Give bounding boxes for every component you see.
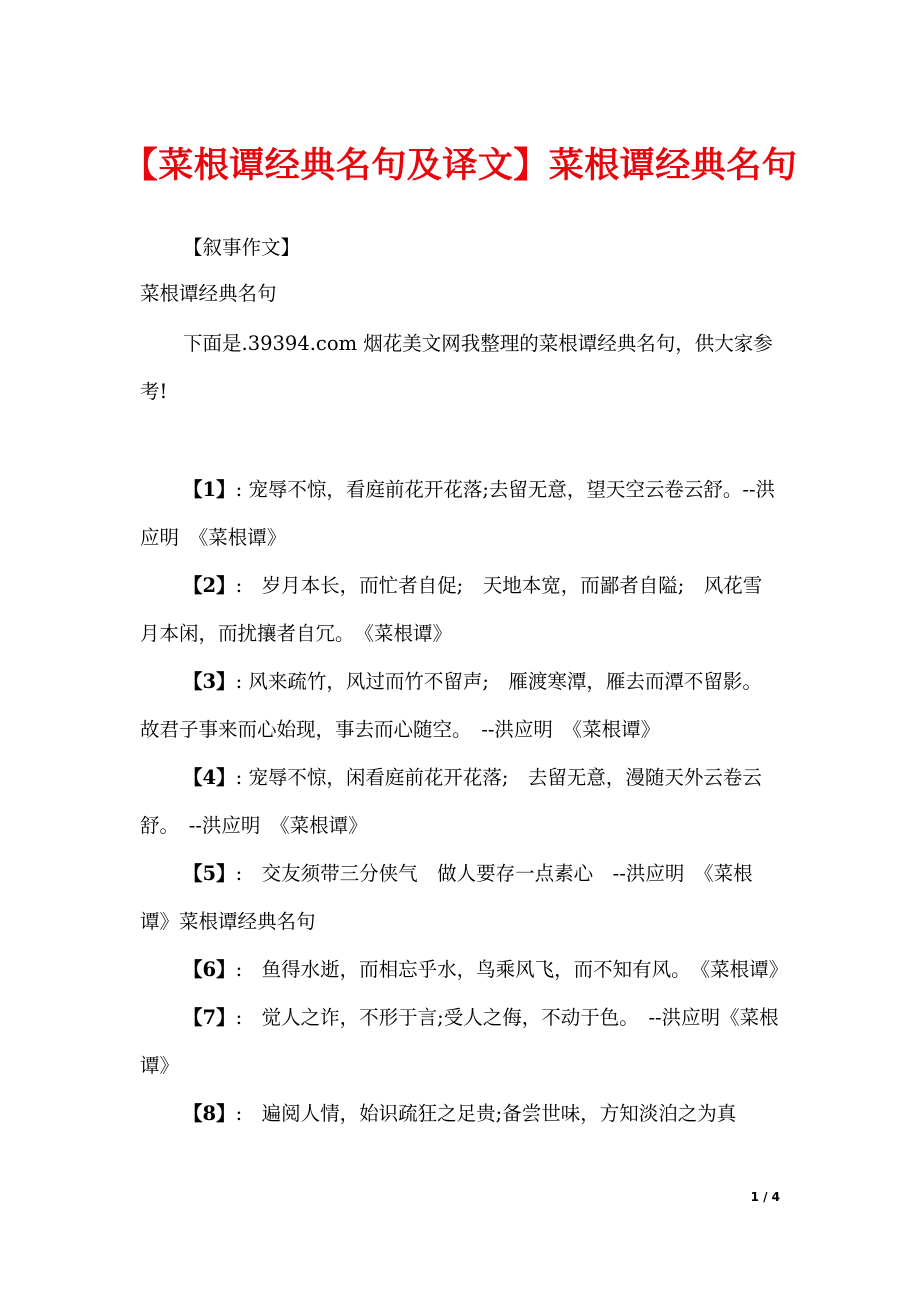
quote-text: : 宠辱不惊，看庭前花开花落;去留无意，望天空云卷云舒。--洪应明 《菜根谭》: [140, 478, 776, 549]
intro-text: 下面是.39394.com 烟花美文网我整理的菜根谭经典名句，供大家参考!: [140, 332, 773, 403]
quote-number: 【4】: [183, 766, 236, 789]
quote-item: [140, 562, 780, 658]
quote-item: [140, 850, 780, 946]
page-title: 【菜根谭经典名句及译文】菜根谭经典名句: [122, 145, 798, 186]
quote-text: : 岁月本长，而忙者自促; 天地本宽，而鄙者自隘; 风花雪月本闲，而扰攘者自冗。 《菜根谭》: [140, 574, 763, 645]
quote-number: 【7】: [183, 1006, 236, 1029]
quote-item: [140, 754, 780, 850]
page-number: 1 / 4: [750, 1190, 780, 1204]
subtitle: 菜根谭经典名句: [140, 282, 277, 305]
intro-paragraph: [140, 320, 780, 416]
quote-number: 【3】: [183, 670, 236, 693]
quote-number: 【2】: [183, 574, 236, 597]
quote-number: 【1】: [183, 478, 236, 501]
quote-text: : 遍阅人情，始识疏狂之足贵;备尝世味，方知淡泊之为真: [235, 1102, 737, 1125]
quote-text: : 宠辱不惊，闲看庭前花开花落; 去留无意，漫随天外云卷云舒。 --洪应明 《菜根谭》: [140, 766, 762, 837]
quote-item: [140, 658, 780, 754]
quote-list: [140, 466, 789, 1138]
quote-text: : 风来疏竹，风过而竹不留声; 雁渡寒潭，雁去而潭不留影。故君子事来而心始现，事去而心随空。 --洪应明 《菜根谭》: [140, 670, 762, 741]
quote-item: [140, 1090, 780, 1138]
quote-text: : 鱼得水逝，而相忘乎水，鸟乘风飞，而不知有风。 《菜根谭》: [235, 958, 789, 981]
category-label: 【叙事作文】: [183, 236, 301, 259]
quote-text: : 交友须带三分侠气 做人要存一点素心 --洪应明 《菜根谭》菜根谭经典名句: [140, 862, 753, 933]
quote-number: 【6】: [183, 958, 236, 981]
quote-number: 【5】: [183, 862, 236, 885]
quote-item: [140, 946, 789, 994]
quote-number: 【8】: [183, 1102, 236, 1125]
quote-item: [140, 994, 780, 1090]
quote-text: : 觉人之诈，不形于言;受人之侮，不动于色。 --洪应明《菜根谭》: [140, 1006, 779, 1077]
quote-item: [140, 466, 780, 562]
